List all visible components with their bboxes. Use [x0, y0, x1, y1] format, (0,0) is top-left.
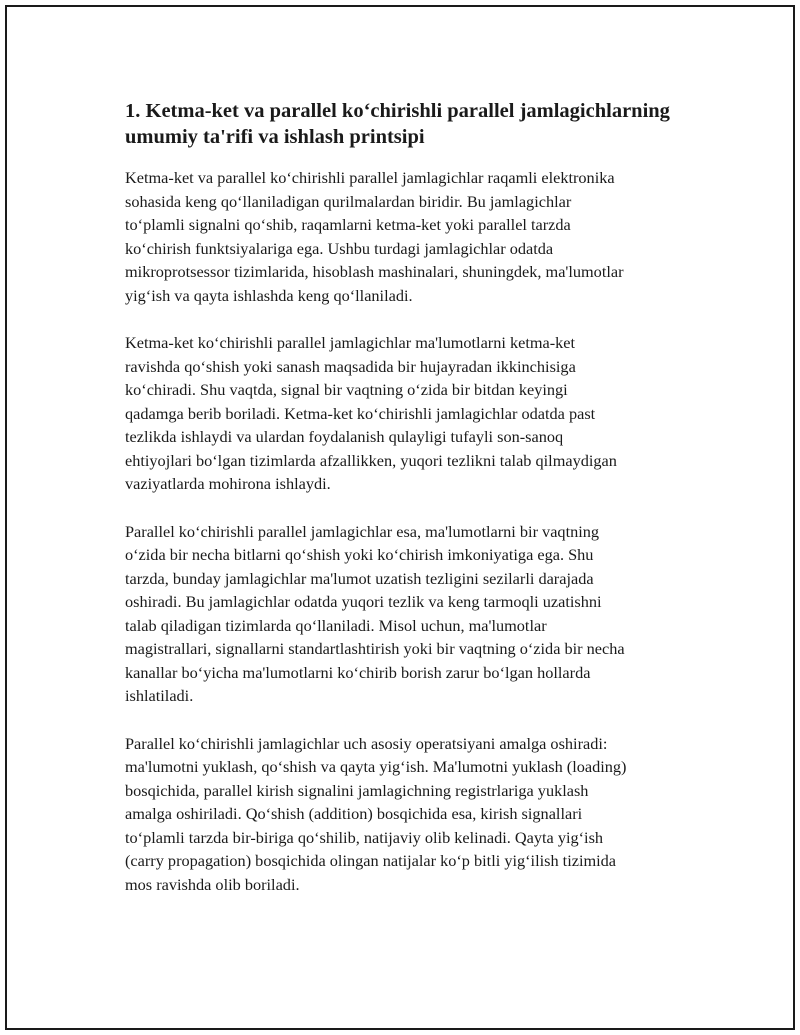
paragraph-serial-carry: Ketma-ket ko‘chirishli parallel jamlagichlar ma'lumotlarni ketma-ket ravishda qo‘shish yoki sanash maqsadida bir hujayradan ikkinchisiga ko‘chiradi. Shu vaqtda, signal bir vaqtning o‘zida bir bitdan keyingi qadamga berib boriladi. Ketma-ket ko‘chirishli jamlagichlar odatda past tezlikda ishlaydi va ulardan foydalanish qulayligi tufayli son-sanoq ehtiyojlari bo‘lgan tizimlarda afzallikken, yuqori tezlikni talab qilmaydigan vaziyatlarda mohirona ishlaydi.: [125, 333, 617, 493]
paragraph-operations: Parallel ko‘chirishli jamlagichlar uch asosiy operatsiyani amalga oshiradi: ma'lumotni yuklash, qo‘shish va qayta yig‘ish. Ma'lumotni yuklash (loading) bosqichida, parallel kirish signalini jamlagichning registrlariga yuklash amalga oshiriladi. Qo‘shish (addition) bosqichida esa, kirish signallari to‘plamli tarzda bir-biriga qo‘shilib, natijaviy olib kelinadi. Qayta yig‘ish (carry propagation) bosqichida olingan natijalar ko‘p bitli yig‘ilish tizimida mos ravishda olib boriladi.: [125, 733, 627, 894]
document-body: [125, 98, 697, 896]
paragraph-parallel-carry: Parallel ko‘chirishli parallel jamlagichlar esa, ma'lumotlarni bir vaqtning o‘zida bir necha bitlarni qo‘shish yoki ko‘chirish imkoniyatiga ega. Shu tarzda, bunday jamlagichlar ma'lumot uzatish tezligini sezilarli darajada oshiradi. Bu jamlagichlar odatda yuqori tezlik va keng tarmoqli uzatishni talab qiladigan tizimlarda qo‘llaniladi. Misol uchun, ma'lumotlar magistrallari, signallarni standartlashtirish yoki bir vaqtning o‘zida bir necha kanallar bo‘yicha ma'lumotlarni ko‘chirib borish zarur bo‘lgan hollarda ishlatiladi.: [125, 521, 625, 705]
page-frame: [5, 5, 795, 1030]
paragraph-intro: Ketma-ket va parallel ko‘chirishli parallel jamlagichlar raqamli elektronika sohasida keng qo‘llaniladigan qurilmalardan biridir. Bu jamlagichlar to‘plamli signalni qo‘shib, raqamlarni ketma-ket yoki parallel tarzda ko‘chirish funktsiyalariga ega. Ushbu turdagi jamlagichlar odatda mikroprotsessor tizimlarida, hisoblash mashinalari, shuningdek, ma'lumotlar yig‘ish va qayta ishlashda keng qo‘llaniladi.: [125, 168, 624, 305]
section-title: 1. Ketma-ket va parallel ko‘chirishli parallel jamlagichlarning umumiy ta'rifi va ishlash printsipi: [125, 100, 670, 148]
